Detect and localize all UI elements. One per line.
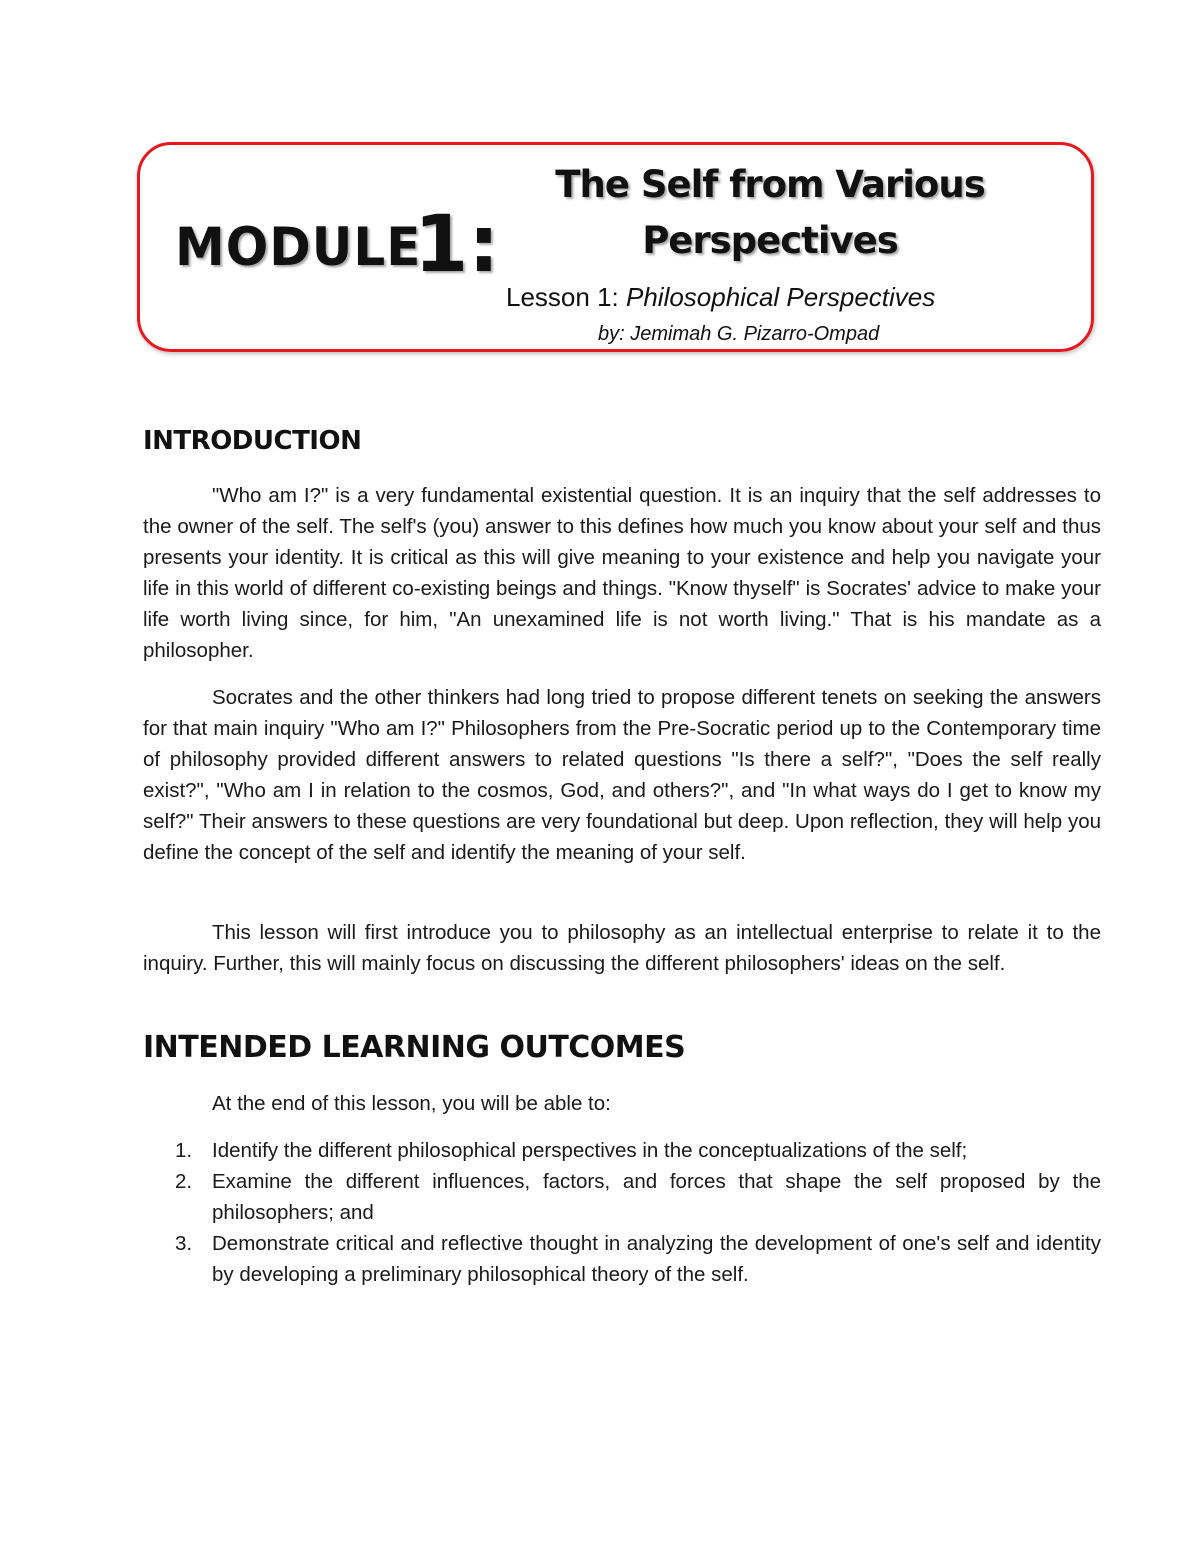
module-title-line-1: The Self from Various — [555, 163, 985, 206]
learning-outcome-item — [143, 1228, 1101, 1290]
learning-outcome-text: Demonstrate critical and reflective thought in analyzing the development of one's self and identity by developing a preliminary philosophical theory of the self. — [212, 1232, 1101, 1286]
module-title-line-2: Perspectives — [642, 219, 898, 262]
lesson-prefix: Lesson 1: — [506, 282, 619, 312]
learning-outcome-text: Examine the different influences, factors, and forces that shape the self proposed by the philosophers; and — [212, 1170, 1101, 1224]
module-label: MODULE — [175, 216, 422, 278]
learning-outcome-number: 3. — [175, 1232, 193, 1255]
module-number: 1: — [414, 200, 500, 290]
learning-outcome-item — [143, 1166, 1101, 1228]
learning-outcome-text: Identify the different philosophical perspectives in the conceptualizations of the self; — [212, 1139, 968, 1162]
lesson-title: Philosophical Perspectives — [625, 282, 936, 312]
introduction-heading: INTRODUCTION — [143, 426, 362, 456]
learning-outcome-item — [143, 1135, 1101, 1166]
introduction-paragraph-1: "Who am I?" is a very fundamental existential question. It is an inquiry that the self addresses to the owner of the self. The self's (you) answer to this defines how much you know about your self and thus presents your identity. It is critical as this will give meaning to your existence and help you navigate your life in this world of different co-existing beings and things. "Know thyself" is Socrates' advice to make your life worth living since, for him, "An unexamined life is not worth living." That is his mandate as a philosopher. — [143, 484, 1101, 662]
learning-outcome-number: 1. — [175, 1139, 193, 1162]
module-title-block — [500, 157, 1040, 269]
introduction-paragraph-2: Socrates and the other thinkers had long tried to propose different tenets on seeking the answers for that main inquiry "Who am I?" Philosophers from the Pre-Socratic period up to the Contemporary time of philosophy provided different answers to related questions "Is there a self?", "Does the self really exist?", "Who am I in relation to the cosmos, God, and others?", and "In what ways do I get to know my self?" Their answers to these questions are very foundational but deep. Upon reflection, they will help you define the concept of the self and identify the meaning of your self. — [143, 686, 1101, 864]
author-byline: by: Jemimah G. Pizarro-Ompad — [598, 323, 880, 345]
lesson-line — [506, 282, 935, 313]
learning-outcomes-list — [143, 1135, 1101, 1290]
learning-outcomes-intro: At the end of this lesson, you will be able to: — [212, 1092, 611, 1115]
learning-outcomes-heading: INTENDED LEARNING OUTCOMES — [143, 1030, 686, 1065]
introduction-paragraph-3: This lesson will first introduce you to philosophy as an intellectual enterprise to relate it to the inquiry. Further, this will mainly focus on discussing the different philosophers' ideas on the self. — [143, 921, 1101, 975]
learning-outcome-number: 2. — [175, 1170, 193, 1193]
